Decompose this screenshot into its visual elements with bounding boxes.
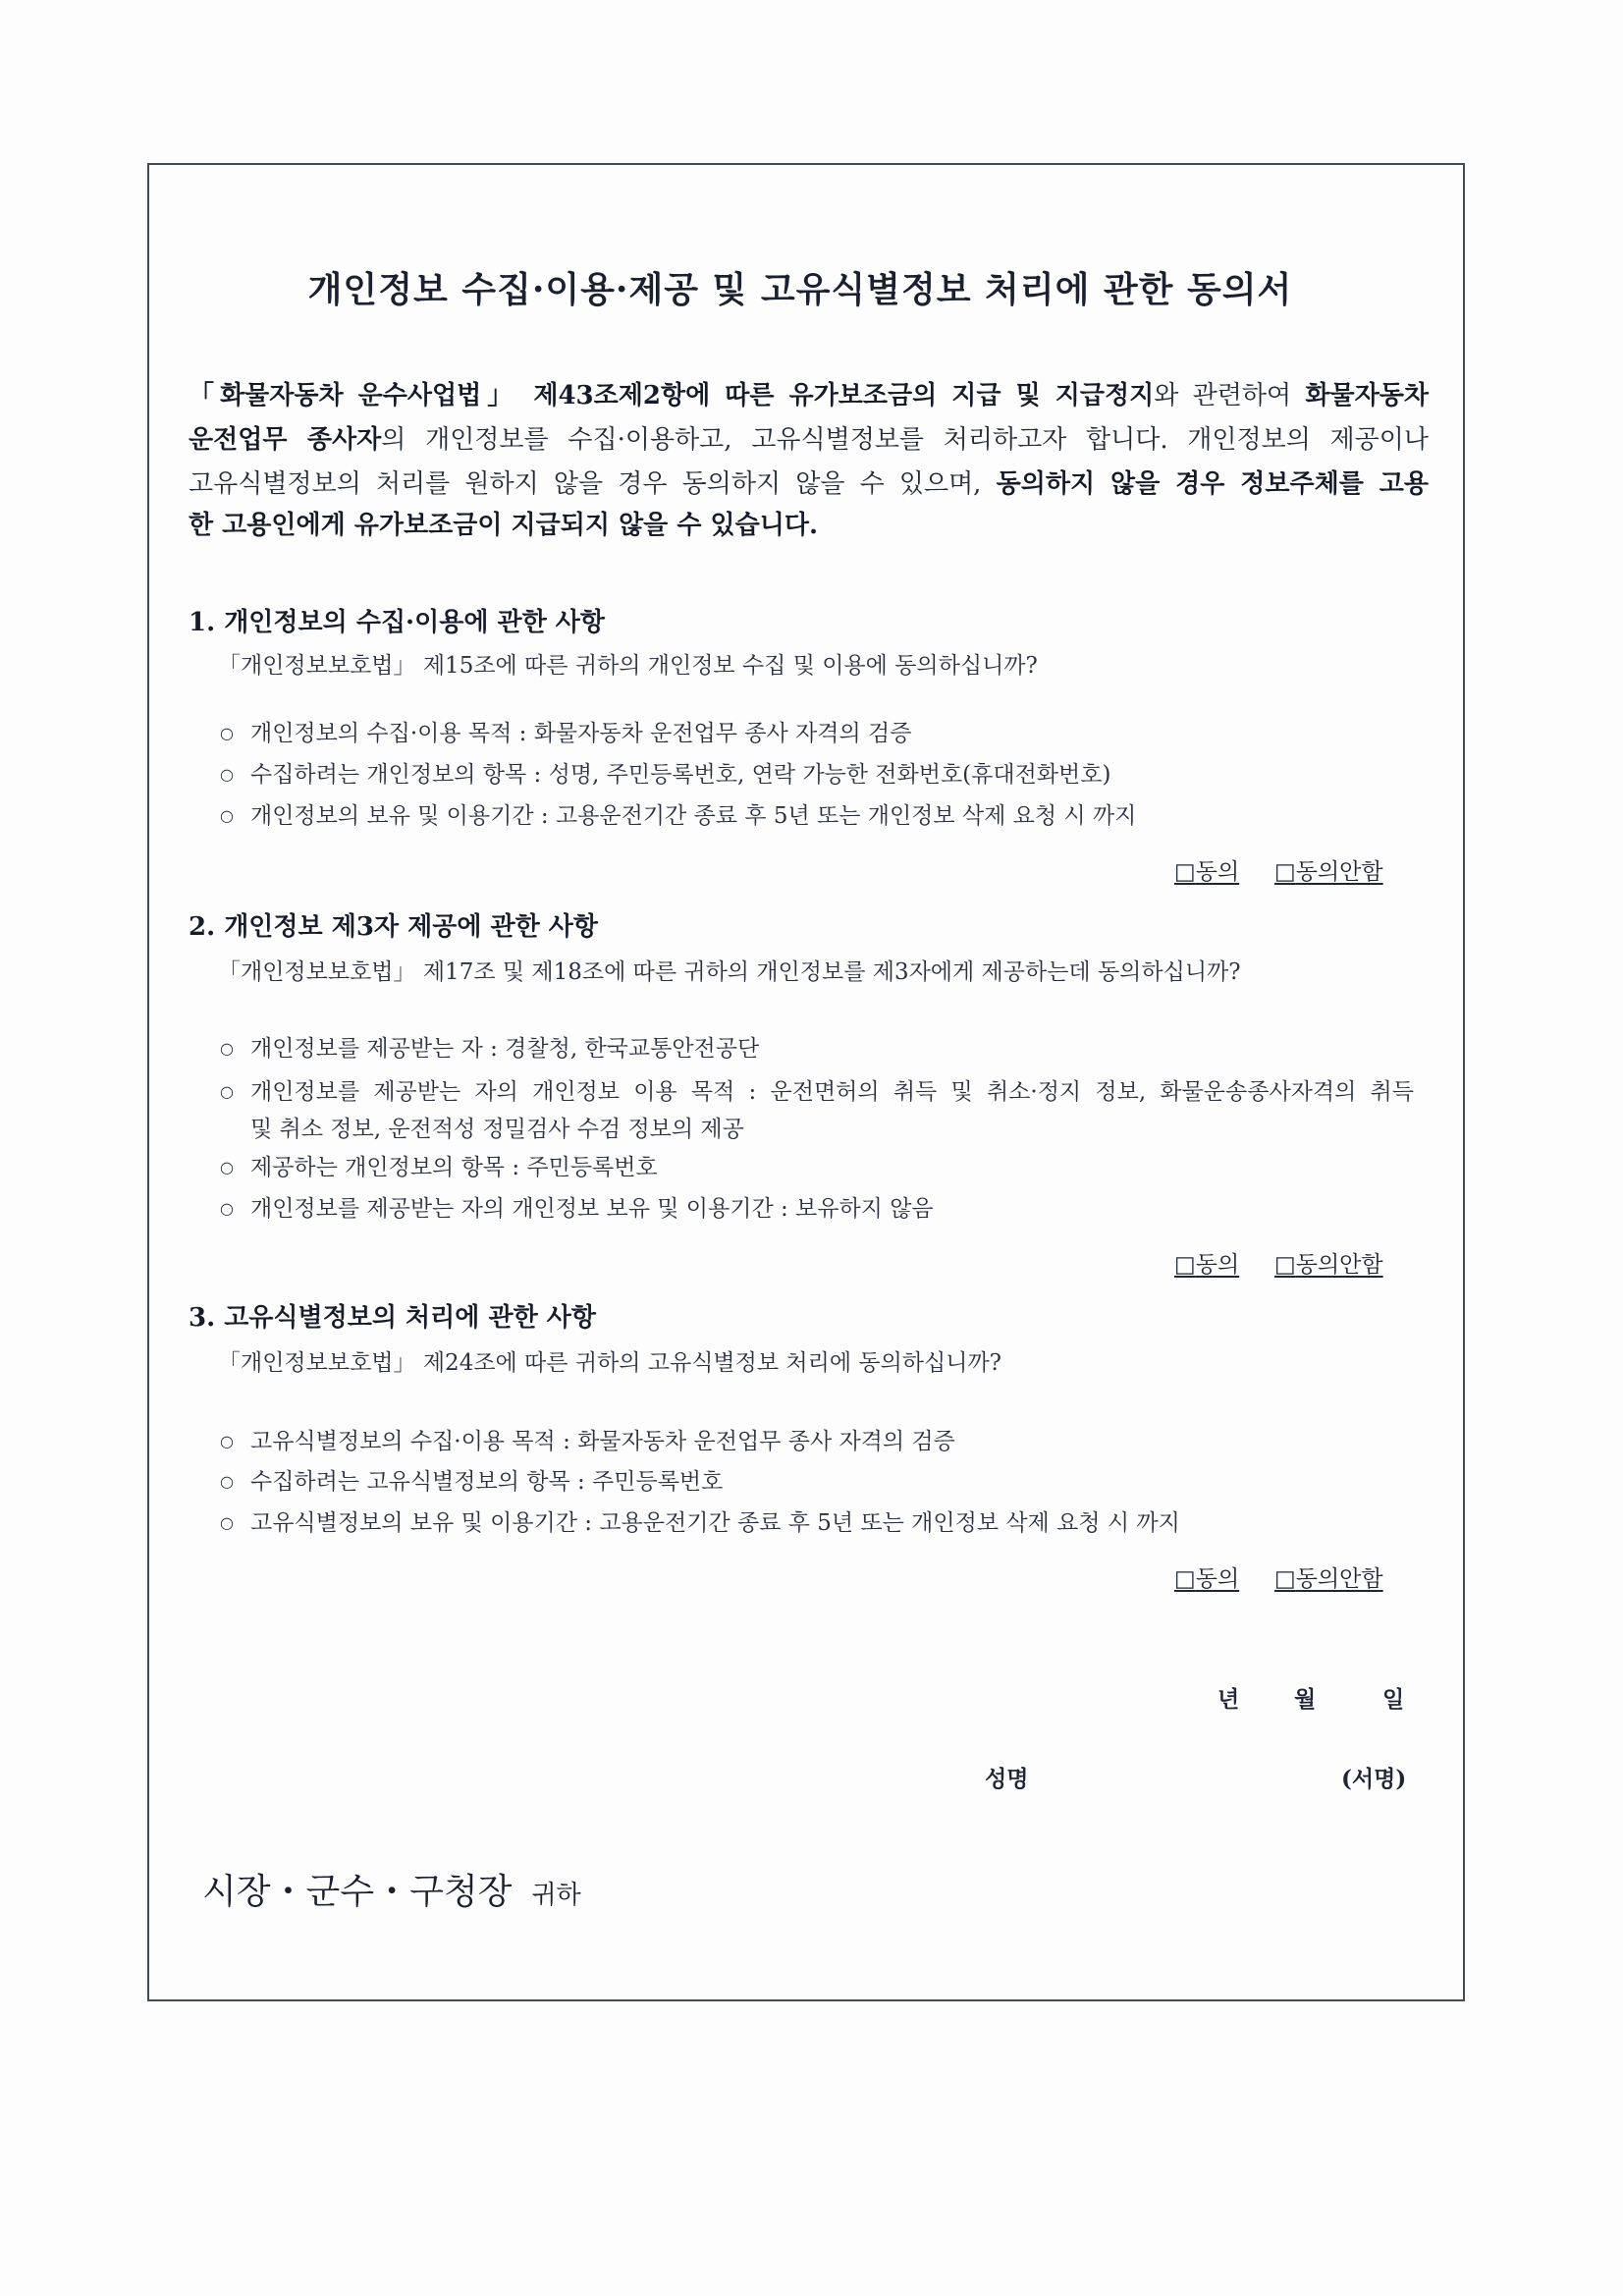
intro-text-bold: 한 고용인에게 유가보조금이 지급되지 않을 수 있습니다. — [189, 511, 819, 540]
section-2-heading: 2. 개인정보 제3자 제공에 관한 사항 — [189, 912, 599, 942]
addressee-recipient: 시장・군수・구청장 — [202, 1872, 513, 1912]
checkbox-icon: □ — [1174, 1252, 1196, 1278]
checkbox-icon: □ — [1274, 1566, 1296, 1592]
date-month-label: 월 — [1294, 1686, 1317, 1713]
checkbox-icon: □ — [1274, 1252, 1296, 1278]
intro-line — [189, 463, 1429, 506]
section-2-item: 개인정보를 제공받는 자의 개인정보 이용 목적 : 운전면허의 취득 및 취소·정지 정보, 화물운송종사자격의 취득 — [250, 1079, 1414, 1105]
section-3-item: 고유식별정보의 수집·이용 목적 : 화물자동차 운전업무 종사 자격의 검증 — [250, 1429, 955, 1454]
disagree-label: 동의안함 — [1295, 1252, 1383, 1278]
date-day-label: 일 — [1382, 1686, 1405, 1713]
intro-line — [189, 374, 1429, 417]
checkbox-icon: □ — [1174, 859, 1196, 885]
section-1-heading: 1. 개인정보의 수집·이용에 관한 사항 — [189, 608, 606, 637]
intro-text: 고유식별정보의 처리를 원하지 않을 경우 동의하지 않을 수 있으며, — [189, 469, 997, 499]
section-3-question: 「개인정보보호법」 제24조에 따른 귀하의 고유식별정보 처리에 동의하십니까? — [218, 1350, 1002, 1376]
intro-text-bold: 화물자동차 — [1305, 381, 1429, 410]
bullet-icon: ○ — [220, 1472, 234, 1491]
signature-sign-label: (서명) — [1341, 1766, 1407, 1792]
intro-text: 의 개인정보를 수집·이용하고, 고유식별정보를 처리하고자 합니다. 개인정보의 제공이나 — [381, 425, 1429, 455]
bullet-icon: ○ — [220, 724, 234, 742]
section-3-agree-checkbox[interactable] — [1174, 1559, 1239, 1599]
intro-line — [189, 504, 1429, 547]
addressee-honorific: 귀하 — [531, 1881, 581, 1910]
disagree-label: 동의안함 — [1295, 859, 1383, 885]
date-year-label: 년 — [1217, 1686, 1240, 1713]
section-2-item: 제공하는 개인정보의 항목 : 주민등록번호 — [250, 1155, 658, 1180]
section-2-agree-checkbox[interactable] — [1174, 1245, 1239, 1285]
bullet-icon: ○ — [220, 1039, 234, 1058]
section-2-item-continued: 및 취소 정보, 운전적성 정밀검사 수검 정보의 제공 — [250, 1117, 744, 1142]
bullet-icon: ○ — [220, 1199, 234, 1218]
section-2-disagree-checkbox[interactable] — [1274, 1245, 1383, 1285]
intro-text: 와 관련하여 — [1154, 381, 1306, 410]
document-title: 개인정보 수집·이용·제공 및 고유식별정보 처리에 관한 동의서 — [307, 269, 1293, 310]
intro-text-bold: 「화물자동차 운수사업법」 제43조제2항에 따른 유가보조금의 지급 및 지급정지 — [189, 381, 1155, 410]
bullet-icon: ○ — [220, 806, 234, 825]
section-1-item: 수집하려는 개인정보의 항목 : 성명, 주민등록번호, 연락 가능한 전화번호(휴대전화번호) — [250, 762, 1111, 788]
intro-text-bold: 동의하지 않을 경우 정보주체를 고용 — [996, 469, 1430, 499]
bullet-icon: ○ — [220, 1513, 234, 1532]
bullet-icon: ○ — [220, 1432, 234, 1450]
section-1-item: 개인정보의 보유 및 이용기간 : 고용운전기간 종료 후 5년 또는 개인정보 삭제 요청 시 까지 — [250, 803, 1137, 829]
agree-label: 동의 — [1195, 1252, 1240, 1278]
checkbox-icon: □ — [1174, 1566, 1196, 1592]
disagree-label: 동의안함 — [1295, 1566, 1383, 1592]
section-3-heading: 3. 고유식별정보의 처리에 관한 사항 — [189, 1303, 596, 1333]
bullet-icon: ○ — [220, 1082, 234, 1101]
section-1-item: 개인정보의 수집·이용 목적 : 화물자동차 운전업무 종사 자격의 검증 — [250, 721, 912, 746]
intro-text-bold: 운전업무 종사자 — [189, 425, 382, 455]
section-3-item: 고유식별정보의 보유 및 이용기간 : 고용운전기간 종료 후 5년 또는 개인정보 삭제 요청 시 까지 — [250, 1510, 1180, 1536]
intro-line — [189, 418, 1429, 462]
section-1-disagree-checkbox[interactable] — [1274, 852, 1383, 892]
section-1-agree-checkbox[interactable] — [1174, 852, 1239, 892]
bullet-icon: ○ — [220, 765, 234, 784]
agree-label: 동의 — [1195, 859, 1240, 885]
section-2-item: 개인정보를 제공받는 자 : 경찰청, 한국교통안전공단 — [250, 1036, 760, 1062]
section-3-disagree-checkbox[interactable] — [1274, 1559, 1383, 1599]
signature-name-label: 성명 — [985, 1766, 1029, 1792]
bullet-icon: ○ — [220, 1158, 234, 1176]
agree-label: 동의 — [1195, 1566, 1240, 1592]
checkbox-icon: □ — [1274, 859, 1296, 885]
section-2-item: 개인정보를 제공받는 자의 개인정보 보유 및 이용기간 : 보유하지 않음 — [250, 1196, 934, 1222]
section-3-item: 수집하려는 고유식별정보의 항목 : 주민등록번호 — [250, 1469, 724, 1495]
section-2-question: 「개인정보보호법」 제17조 및 제18조에 따른 귀하의 개인정보를 제3자에게 제공하는데 동의하십니까? — [218, 959, 1241, 985]
addressee — [202, 1866, 581, 1919]
section-1-question: 「개인정보보호법」 제15조에 따른 귀하의 개인정보 수집 및 이용에 동의하십니까? — [218, 653, 1038, 679]
